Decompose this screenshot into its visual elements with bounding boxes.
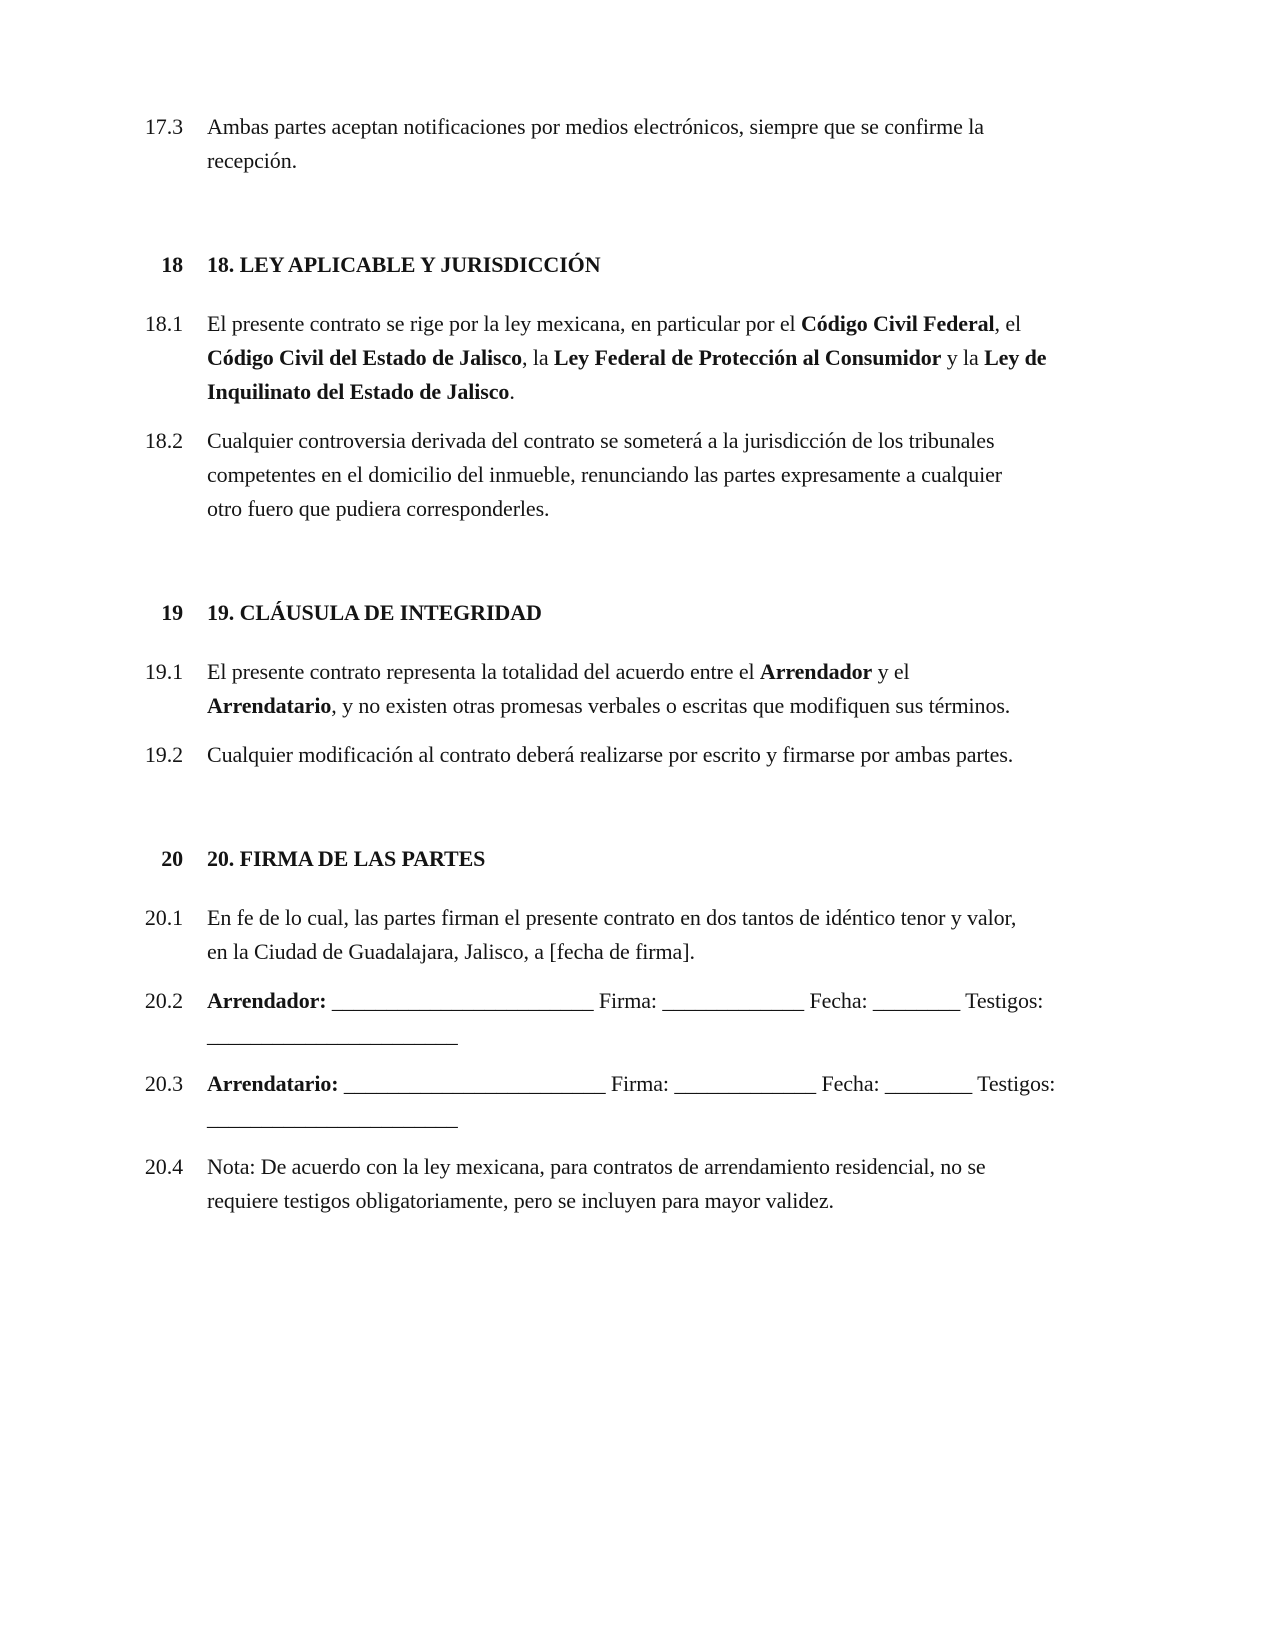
clause-text: Cualquier modificación al contrato deberá realizarse por escrito y firmarse por ambas partes. xyxy=(207,742,1014,767)
section-heading: 19. CLÁUSULA DE INTEGRIDAD xyxy=(207,600,542,625)
clause-row xyxy=(107,424,1105,526)
clause-number: 19.1 xyxy=(144,659,183,684)
clause-number: 20.2 xyxy=(144,988,183,1013)
clause-text: Nota: De acuerdo con la ley mexicana, para contratos de arrendamiento residencial, no se requiere testigos obligatoriamente, pero se incluyen para mayor validez. xyxy=(207,1154,986,1213)
clause-number: 18.1 xyxy=(144,311,183,336)
clause-number: 19.2 xyxy=(144,742,183,767)
signature-line-text: Arrendador: ________________________ Firma: _____________ Fecha: ________ Testigos: _______________________ xyxy=(207,988,1044,1047)
section-heading-row xyxy=(107,596,1105,630)
signature-row-arrendatario xyxy=(107,1067,1105,1135)
clause-number: 17.3 xyxy=(144,114,183,139)
signature-line-text: Arrendatario: ________________________ Firma: _____________ Fecha: ________ Testigos: _______________________ xyxy=(207,1071,1056,1130)
clause-number: 18.2 xyxy=(144,428,183,453)
clause-row xyxy=(107,655,1105,723)
clause-text: El presente contrato se rige por la ley mexicana, en particular por el Código Civil Federal, el Código Civil del Estado de Jalisco, la Ley Federal de Protección al Consumidor y la Ley de Inquilinato del Estado de Jalisco. xyxy=(207,311,1047,404)
section-heading: 18. LEY APLICABLE Y JURISDICCIÓN xyxy=(207,252,601,277)
clause-text: Cualquier controversia derivada del contrato se someterá a la jurisdicción de los tribunales competentes en el domicilio del inmueble, renunciando las partes expresamente a cualquier otro fuero que pudiera corresponderles. xyxy=(207,428,1003,521)
clause-text: Ambas partes aceptan notificaciones por medios electrónicos, siempre que se confirme la recepción. xyxy=(207,114,984,173)
clause-row xyxy=(107,738,1105,772)
section-number: 18 xyxy=(161,252,183,277)
section-heading-row xyxy=(107,248,1105,282)
clause-row xyxy=(107,307,1105,409)
section-number: 20 xyxy=(161,846,183,871)
signature-row-arrendador xyxy=(107,984,1105,1052)
clause-text: El presente contrato representa la totalidad del acuerdo entre el Arrendador y el Arrendatario, y no existen otras promesas verbales o escritas que modifiquen sus términos. xyxy=(207,659,1011,718)
clause-text: En fe de lo cual, las partes firman el presente contrato en dos tantos de idéntico tenor y valor, en la Ciudad de Guadalajara, Jalisco, a [fecha de firma]. xyxy=(207,905,1017,964)
section-heading-row xyxy=(107,842,1105,876)
clause-row xyxy=(107,901,1105,969)
clause-row xyxy=(107,110,1105,178)
section-heading: 20. FIRMA DE LAS PARTES xyxy=(207,846,486,871)
clause-number: 20.1 xyxy=(144,905,183,930)
clause-number: 20.3 xyxy=(144,1071,183,1096)
section-number: 19 xyxy=(161,600,183,625)
clause-number: 20.4 xyxy=(144,1154,183,1179)
clause-row xyxy=(107,1150,1105,1218)
